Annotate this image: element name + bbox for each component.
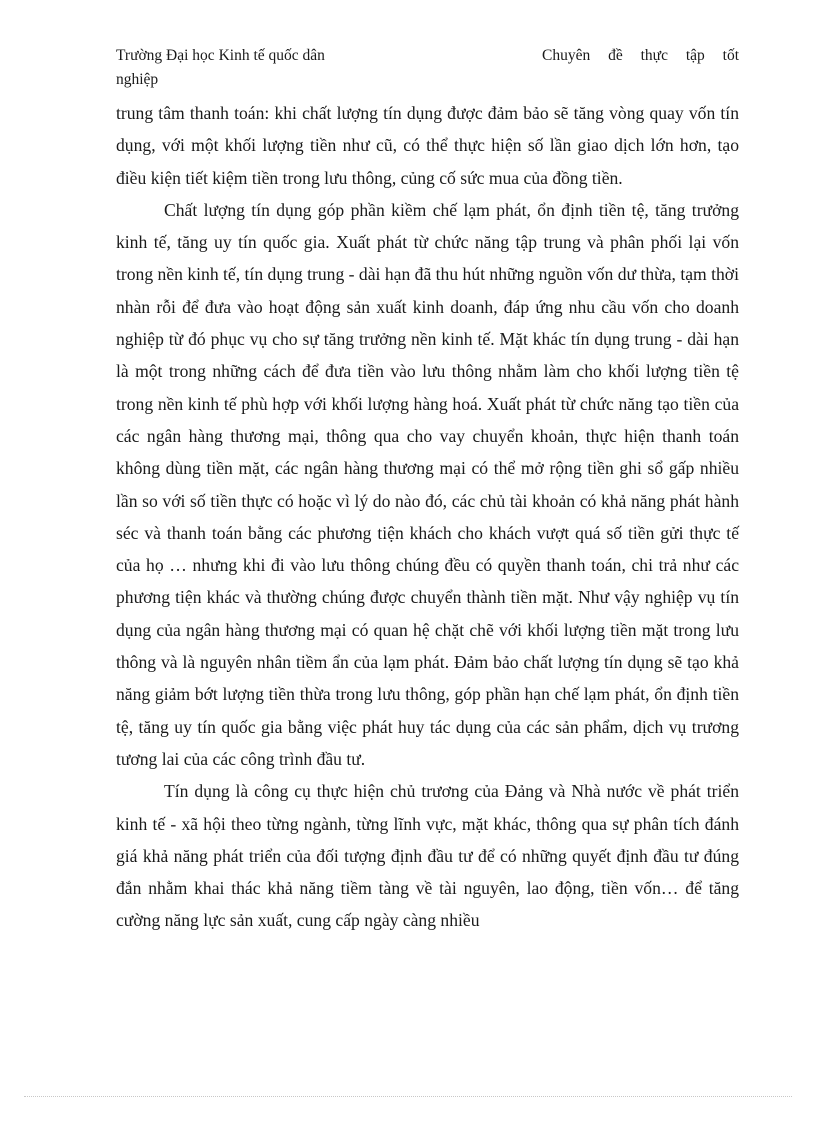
header-thesis-title-continuation: nghiệp (116, 71, 159, 88)
page-bottom-rule (24, 1096, 792, 1097)
paragraph: Tín dụng là công cụ thực hiện chủ trương của Đảng và Nhà nước về phát triển kinh tế - xã hội theo từng ngành, từng lĩnh vực, mặt khác, thông qua sự phân tích đánh giá khả năng phát triển của đối tượng định đầu tư để có những quyết định đầu tư đúng đắn nhằm khai thác khả năng tiềm tàng về tài nguyên, lao động, tiền vốn… để tăng cường năng lực sản xuất, cung cấp ngày càng nhiều (116, 781, 739, 931)
document-body (116, 97, 739, 937)
header-thesis-title: Chuyên đề thực tập tốt (542, 47, 739, 64)
paragraph: Chất lượng tín dụng góp phần kiềm chế lạm phát, ổn định tiền tệ, tăng trưởng kinh tế, tăng uy tín quốc gia. Xuất phát từ chức năng tập trung và phân phối lại vốn trong nền kinh tế, tín dụng trung - dài hạn đã thu hút những nguồn vốn dư thừa, tạm thời nhàn rỗi để đưa vào hoạt động sản xuất kinh doanh, đáp ứng nhu cầu vốn cho doanh nghiệp từ đó phục vụ cho sự tăng trưởng nền kinh tế. Mặt khác tín dụng trung - dài hạn là một trong những cách để đưa tiền vào lưu thông nhằm làm cho khối lượng tiền tệ trong nền kinh tế phù hợp với khối lượng hàng hoá. Xuất phát từ chức năng tạo tiền của các ngân hàng thương mại, thông qua cho vay chuyển khoản, thực hiện thanh toán không dùng tiền mặt, các ngân hàng thương mại có thể mở rộng tiền ghi sổ gấp nhiều lần so với số tiền thực có hoặc vì lý do nào đó, các chủ tài khoản có khả năng phát hành séc và thanh toán bằng các phương tiện khách cho khách vượt quá số tiền gửi thực tế của họ … nhưng khi đi vào lưu thông chúng đều có quyền thanh toán, chi trả như các phương tiện khác và thường chúng được chuyển thành tiền mặt. Như vậy nghiệp vụ tín dụng của ngân hàng thương mại có quan hệ chặt chẽ với khối lượng tiền mặt trong lưu thông và là nguyên nhân tiềm ẩn của lạm phát. Đảm bảo chất lượng tín dụng sẽ tạo khả năng giảm bớt lượng tiền thừa trong lưu thông, góp phần hạn chế lạm phát, ổn định tiền tệ, tăng uy tín quốc gia bằng việc phát huy tác dụng của các sản phẩm, dịch vụ trương tương lai của các công trình đầu tư. (116, 199, 739, 769)
header-university: Trường Đại học Kinh tế quốc dân (116, 47, 325, 64)
page-header (116, 44, 739, 96)
paragraph-continued: trung tâm thanh toán: khi chất lượng tín dụng được đảm bảo sẽ tăng vòng quay vốn tín dụng, với một khối lượng tiền như cũ, có thể thực hiện số lần giao dịch lớn hơn, tạo điều kiện tiết kiệm tiền trong lưu thông, củng cố sức mua của đồng tiền. (116, 103, 739, 188)
